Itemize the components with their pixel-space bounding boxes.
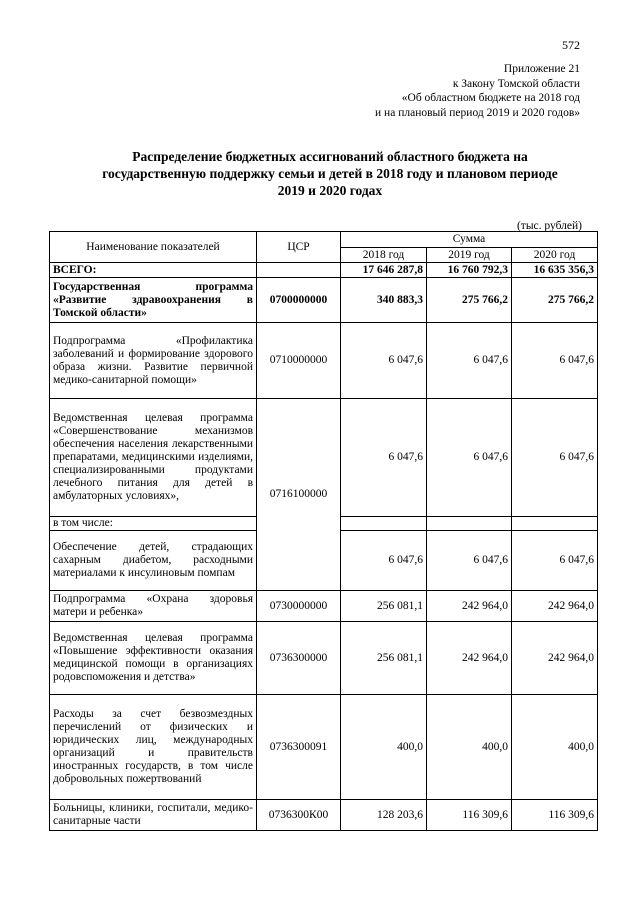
table-row [50,263,598,278]
row-value-2019: 242 964,0 [427,622,512,695]
row-value-2019: 400,0 [427,695,512,800]
row-code: 0736300091 [257,695,341,800]
row-code [257,263,341,278]
row-name: Государственная программа «Развитие здравоохранения в Томской области» [50,278,257,323]
row-value-2020: 242 964,0 [512,591,598,622]
appendix-line: Приложение 21 [503,63,580,75]
units-label: (тыс. рублей) [516,220,582,232]
title-line: 2019 и 2020 годах [277,183,383,198]
row-value-2020: 116 309,6 [512,800,598,831]
table-row [50,622,598,695]
row-value-2019: 6 047,6 [427,323,512,399]
table-row [50,800,598,831]
row-name: Ведомственная целевая программа «Совершенствование механизмов обеспечения населения лекарственными препаратами, медицинскими изделиями, специализированными продуктами лечебного питания для детей в амбулаторных условиях», [50,399,257,517]
table-row [50,591,598,622]
row-value-2019: 275 766,2 [427,278,512,323]
row-code: 0736300000 [257,622,341,695]
row-value-2019: 116 309,6 [427,800,512,831]
row-code: 0730000000 [257,591,341,622]
row-value-2020: 6 047,6 [512,323,598,399]
header-sum: Сумма [341,232,598,248]
table-row [50,399,598,517]
row-value-2019 [427,517,512,531]
row-value-2019: 6 047,6 [427,399,512,517]
row-value-2018: 17 646 287,8 [341,263,427,278]
header-year-2018: 2018 год [341,248,427,263]
row-code: 0736300К00 [257,800,341,831]
row-value-2020: 400,0 [512,695,598,800]
header-year-2019: 2019 год [427,248,512,263]
row-value-2018 [341,517,427,531]
header-code: ЦСР [257,232,341,263]
row-name: Подпрограмма «Профилактика заболеваний и формирование здорового образа жизни. Развитие первичной медико-санитарной помощи» [50,323,257,399]
row-name: Расходы за счет безвозмездных перечислений от физических и юридических лиц, международных организаций и правительств иностранных государств, в том числе добровольных пожертвований [50,695,257,800]
row-name: ВСЕГО: [50,263,257,278]
budget-table [49,231,598,831]
row-name: в том числе: [50,517,257,531]
row-value-2018: 6 047,6 [341,323,427,399]
row-value-2019: 16 760 792,3 [427,263,512,278]
table-header-row [50,232,598,248]
row-value-2020: 16 635 356,3 [512,263,598,278]
row-value-2018: 256 081,1 [341,591,427,622]
table-row [50,323,598,399]
page-number: 572 [562,38,580,52]
title-line: Распределение бюджетных ассигнований областного бюджета на [132,149,528,164]
row-name: Обеспечение детей, страдающих сахарным диабетом, расходными материалами к инсулиновым помпам [50,531,257,591]
row-value-2018: 128 203,6 [341,800,427,831]
row-name: Подпрограмма «Охрана здоровья матери и ребенка» [50,591,257,622]
row-value-2018: 6 047,6 [341,399,427,517]
row-code: 0716100000 [257,399,341,591]
appendix-line: к Закону Томской области [452,77,580,90]
table-row [50,278,598,323]
row-value-2019: 242 964,0 [427,591,512,622]
header-name: Наименование показателей [50,232,257,263]
row-name: Больницы, клиники, госпитали, медико-санитарные части [50,800,257,831]
document-title [70,148,590,199]
row-value-2020 [512,517,598,531]
appendix-reference [375,62,580,120]
row-value-2018: 6 047,6 [341,531,427,591]
appendix-line: «Об областном бюджете на 2018 год [401,92,580,104]
row-value-2020: 275 766,2 [512,278,598,323]
header-year-2020: 2020 год [512,248,598,263]
appendix-line: и на плановый период 2019 и 2020 годов» [375,106,580,119]
row-code: 0700000000 [257,278,341,323]
row-value-2019: 6 047,6 [427,531,512,591]
row-value-2020: 6 047,6 [512,531,598,591]
row-value-2018: 400,0 [341,695,427,800]
title-line: государственную поддержку семьи и детей в 2018 году и плановом периоде [102,166,558,181]
row-value-2020: 6 047,6 [512,399,598,517]
row-value-2020: 242 964,0 [512,622,598,695]
row-name: Ведомственная целевая программа «Повышение эффективности оказания медицинской помощи в организациях родовспоможения и детства» [50,622,257,695]
row-value-2018: 340 883,3 [341,278,427,323]
row-code: 0710000000 [257,323,341,399]
row-value-2018: 256 081,1 [341,622,427,695]
table-row [50,695,598,800]
